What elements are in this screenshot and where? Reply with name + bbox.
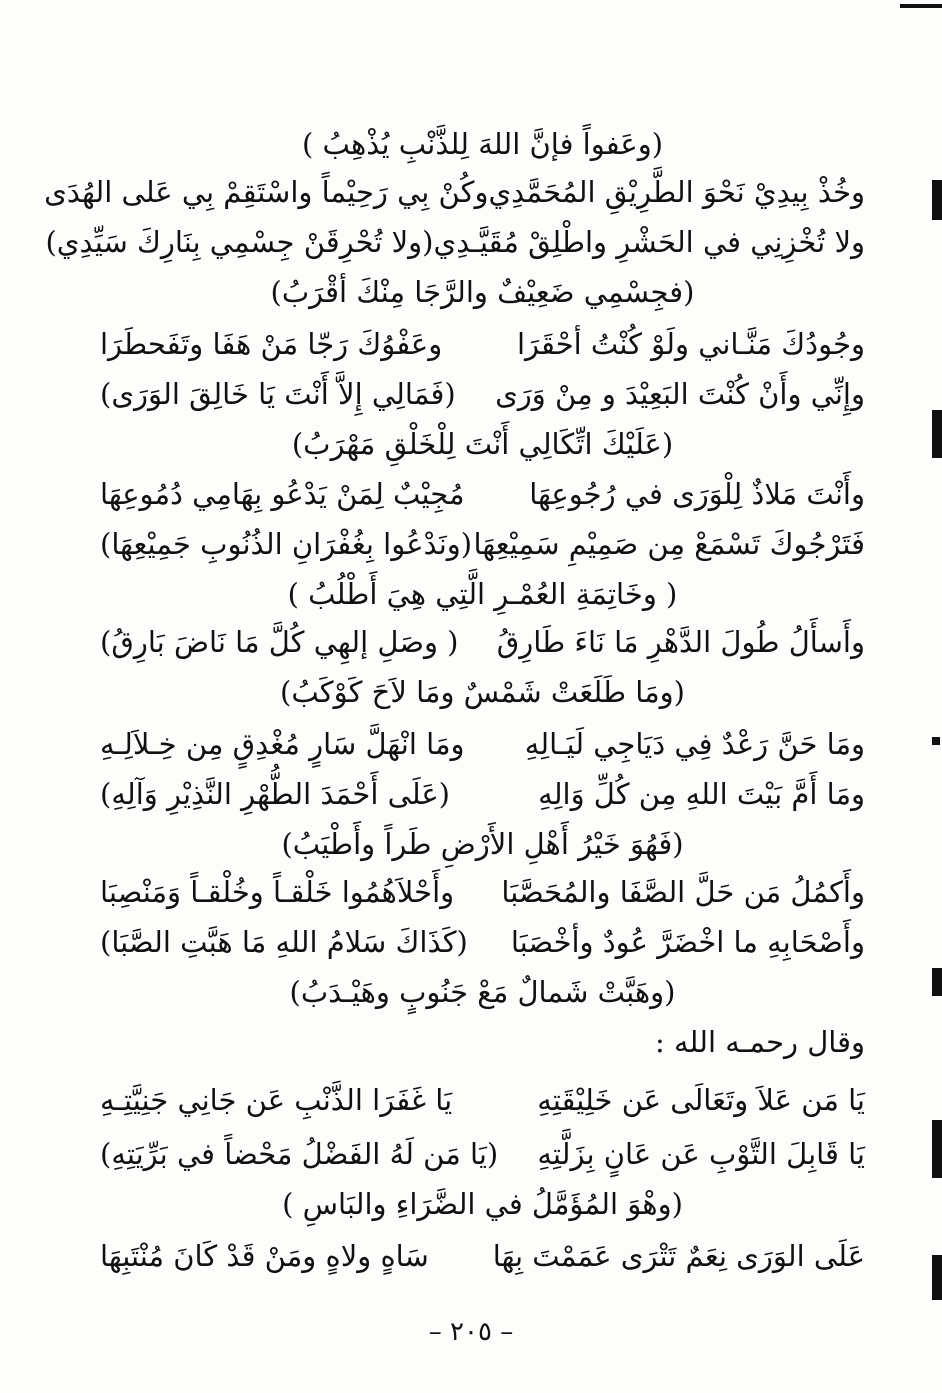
first-hemistich: وإِنِّي وأَنْ كُنْتَ البَعِيْدَ و مِنْ وَرَى bbox=[495, 377, 865, 411]
refrain-line: (فجِسْمِي ضَعِيْفٌ والرَّجَا مِنْكَ أقْرَبُ) bbox=[270, 275, 695, 309]
verse-line bbox=[100, 916, 865, 968]
first-hemistich: وأَسأَلُ طُولَ الدَّهْرِ مَا نَاءَ طَارِقُ bbox=[496, 625, 865, 659]
second-hemistich: وكُنْ بِي رَحِيْماً واسْتَقِمْ بِي عَلى الهُدَى bbox=[44, 175, 489, 209]
second-hemistich: (ولا تُحْرِقَنْ جِسْمِي بِنَارِكَ سَيِّدِي) bbox=[45, 225, 434, 259]
first-hemistich: وجُودُكَ مَنَّـاني ولَوْ كُنْتُ أحْقَرَا bbox=[516, 327, 865, 361]
edge-mark bbox=[932, 968, 942, 996]
edge-mark bbox=[932, 410, 942, 458]
first-hemistich: ولا تُخْزِنِي في الحَشْرِ واطْلِقْ مُقَيَّـدِي bbox=[433, 225, 865, 259]
first-hemistich: وأَصْحَابِهِ ما اخْضَرَّ عُودٌ وأخْصَبَا bbox=[510, 925, 865, 959]
first-hemistich: وأَكمُلُ مَن حَلَّ الصَّفَا والمُحَصَّبَا bbox=[501, 875, 865, 909]
verse-line bbox=[44, 166, 865, 218]
verse-line bbox=[100, 866, 865, 918]
first-hemistich: يَا قَابِلَ التَّوْبِ عَن عَانٍ بِزَلَّتِهِ bbox=[537, 1137, 865, 1171]
section-heading: وقال رحمـه الله : bbox=[655, 1025, 865, 1059]
verse-line bbox=[100, 718, 865, 770]
first-hemistich: وخُذْ بِيدِيْ نَحْوَ الطَّرِيْقِ المُحَمَّدِي bbox=[488, 175, 865, 209]
first-hemistich: ومَا حَنَّ رَعْدٌ فِي دَيَاجِي لَيَـالِهِ bbox=[524, 727, 865, 761]
first-hemistich: ومَا أَمَّ بَيْتَ اللهِ مِن كُلِّ وَالِهِ bbox=[538, 777, 865, 811]
refrain-line: ( وخَاتِمَةِ العُمْـرِ الَّتِي هِيَ أَطْلُبُ ) bbox=[287, 577, 678, 611]
verse-line bbox=[100, 318, 865, 370]
second-hemistich: مُجِيْبٌ لِمَنْ يَدْعُو بِهَامِي دُمُوعِهَا bbox=[100, 477, 465, 511]
verse-line bbox=[100, 468, 865, 520]
verse-line bbox=[100, 616, 865, 668]
second-hemistich: (فَمَالِي إِلاَّ أَنْتَ يَا خَالِقَ الوَرَى) bbox=[100, 377, 456, 411]
edge-mark bbox=[932, 1120, 942, 1178]
second-hemistich: ومَا انْهَلَّ سَارٍ مُغْدِقٍ مِن خِـلاَلِـهِ bbox=[100, 727, 465, 761]
margin-dot bbox=[932, 737, 940, 745]
edge-mark bbox=[932, 180, 942, 220]
first-hemistich: عَلَى الوَرَى نِعَمٌ تَتْرَى عَمَمْتَ بِهَا bbox=[492, 1239, 865, 1273]
page-number: – ٢٠٥ – bbox=[428, 1317, 514, 1347]
verse-line bbox=[100, 518, 865, 570]
refrain-line: (وعَفواً فإنَّ اللهَ لِلذَّنْبِ يُذْهِبُ ) bbox=[301, 127, 664, 161]
verse-line bbox=[100, 1074, 865, 1126]
second-hemistich: وأَحْلاَهُمُوا خَلْقـاً وخُلْقـاً وَمَنْصِبَا bbox=[100, 875, 455, 909]
second-hemistich: يَا غَفَرَا الذَّنْبِ عَن جَانِي جَنِيَّتِـهِ bbox=[100, 1083, 453, 1117]
refrain-line: (عَلَيْكَ اتِّكَالِي أَنْتَ لِلْخَلْقِ مَهْرَبُ) bbox=[291, 427, 674, 461]
second-hemistich: (ونَدْعُوا بِغُفْرَانِ الذُنُوبِ جَمِيْعِهَا) bbox=[100, 527, 473, 561]
edge-mark bbox=[932, 1255, 942, 1300]
verse-line bbox=[100, 768, 865, 820]
refrain-line: (فَهُوَ خَيْرُ أَهْلِ الأَرْضِ طَراً وأَطْيَبُ) bbox=[281, 827, 684, 861]
top-edge-mark bbox=[900, 4, 942, 8]
verse-line bbox=[100, 1128, 865, 1180]
verse-line bbox=[100, 368, 865, 420]
first-hemistich: فَتَرْجُوكَ تَسْمَعْ مِن صَمِيْمِ سَمِيْعِهَا bbox=[473, 527, 865, 561]
second-hemistich: ( وصَلِ إلهِي كُلَّ مَا نَاضَ بَارِقُ) bbox=[100, 625, 459, 659]
second-hemistich: وعَفْوُكَ رَجّا مَنْ هَفَا وتَفَحطَرَا bbox=[100, 327, 443, 361]
refrain-line: (وهَبَّتْ شَمالٌ مَعْ جَنُوبٍ وهَيْـدَبُ) bbox=[289, 975, 676, 1009]
first-hemistich: وأَنْتَ مَلاذٌ لِلْوَرَى في رُجُوعِهَا bbox=[529, 477, 865, 511]
second-hemistich: سَاهٍ ولاهٍ ومَنْ قَدْ كَانَ مُنْتَبِهَا bbox=[100, 1239, 429, 1273]
second-hemistich: (عَلَى أَحْمَدَ الطُّهْرِ النَّذِيْرِ وَآلِهِ) bbox=[100, 777, 450, 811]
first-hemistich: يَا مَن عَلاَ وتَعَالَى عَن خَلِيْقَتِهِ bbox=[537, 1083, 865, 1117]
second-hemistich: (كَذَاكَ سَلامُ اللهِ مَا هَبَّتِ الصَّبَا) bbox=[100, 925, 468, 959]
refrain-line: (وهْوَ المُؤَمَّلُ في الضَّرَاءِ والبَاسِ ) bbox=[282, 1187, 683, 1221]
refrain-line: (ومَا طَلَعَتْ شَمْسٌ ومَا لاَحَ كَوْكَبُ) bbox=[280, 675, 685, 709]
second-hemistich: (يَا مَن لَهُ الفَضْلُ مَحْضاً في بَرِّيَتِهِ) bbox=[100, 1137, 499, 1171]
verse-line bbox=[100, 1230, 865, 1282]
verse-line bbox=[45, 216, 865, 268]
